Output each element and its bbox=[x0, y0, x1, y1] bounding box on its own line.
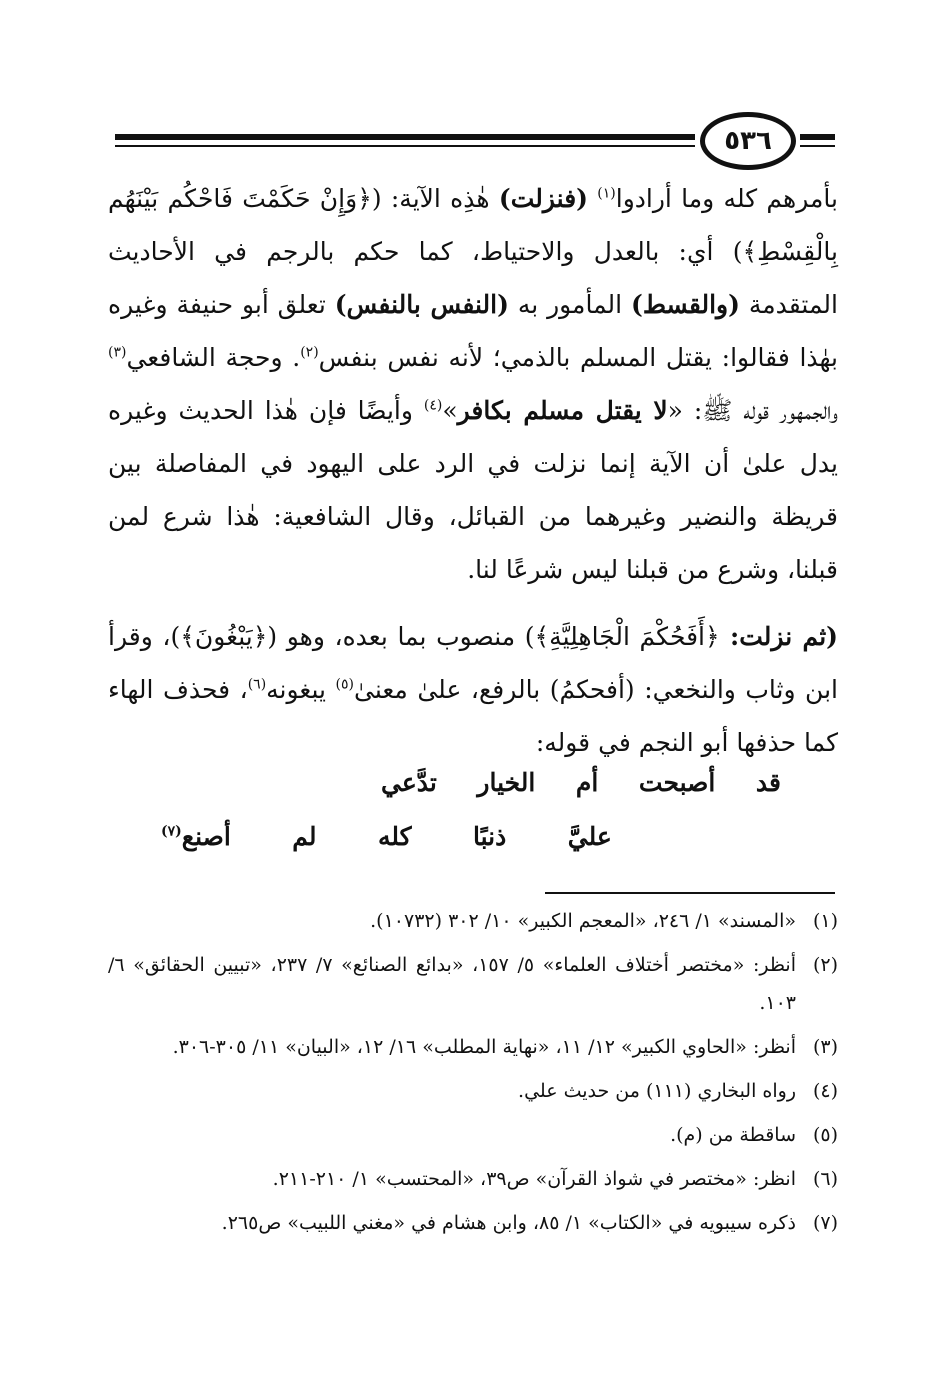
footnote-number: (٣) bbox=[812, 1036, 838, 1058]
footnote-number: (٢) bbox=[812, 954, 838, 976]
header-rule bbox=[115, 134, 695, 140]
text-segment: والجمهور قوله ﷺ: « bbox=[667, 396, 838, 425]
text-segment: تعلق أبو حنيفة وغيره بهٰذا فقالوا: يقتل المسلم بالذمي؛ لأنه نفس بنفس bbox=[108, 290, 838, 372]
bold-text: (فنزلت) bbox=[498, 184, 588, 213]
footnote-text: ساقطة من (م). bbox=[670, 1124, 796, 1146]
header-rule-right bbox=[800, 134, 835, 140]
bold-text: لا يقتل مسلم بكافر bbox=[457, 396, 668, 425]
footnote-text: أنظر: «الحاوي الكبير» ١٢/ ١١، «نهاية المطلب» ١٦/ ١٢، «البيان» ١١/ ٣٠٥-٣٠٦. bbox=[172, 1036, 796, 1058]
text-segment: » bbox=[442, 396, 458, 425]
footnote bbox=[108, 1072, 838, 1110]
footnote-number: (٤) bbox=[812, 1080, 838, 1102]
verse-line-1: قد أصبحت أم الخيار تدَّعي bbox=[381, 768, 781, 797]
footnote-marker: (٦) bbox=[247, 676, 267, 693]
footnote-text: «المسند» ١/ ٢٤٦، «المعجم الكبير» ١٠/ ٣٠٢ (١٠٧٣٢). bbox=[370, 910, 796, 932]
footnote-number: (١) bbox=[812, 910, 838, 932]
footnote-text: رواه البخاري (١١١) من حديث علي. bbox=[518, 1080, 796, 1102]
footnote-marker: (١) bbox=[597, 185, 616, 202]
header-rule-thin bbox=[115, 145, 695, 147]
text-segment: بأمرهم كله وما أرادوا bbox=[615, 184, 839, 213]
footnote-marker: (٧) bbox=[161, 823, 182, 840]
text-segment: ، فحذف الهاء كما حذفها أبو النجم في قوله: bbox=[108, 675, 838, 757]
footnote bbox=[108, 946, 838, 1022]
footnote bbox=[108, 1160, 838, 1198]
bold-text: (والقسط) bbox=[630, 290, 740, 319]
paragraph-1 bbox=[108, 172, 838, 596]
header-rule-right-thin bbox=[800, 145, 835, 147]
bold-text: (النفس بالنفس) bbox=[334, 290, 509, 319]
footnote-separator bbox=[545, 892, 835, 894]
verse-line-2 bbox=[161, 822, 781, 851]
text-segment: ﴿أَفَحُكْمَ الْجَاهِلِيَّةِ﴾) منصوب بما بعده، وهو (﴿يَبْغُونَ﴾)، وقرأ ابن وثاب والنخعي: (أفحكمُ) بالرفع، علىٰ معنىٰ bbox=[108, 622, 838, 704]
footnote-marker: (٢) bbox=[300, 344, 319, 361]
footnote bbox=[108, 902, 838, 940]
footnote-marker: (٥) bbox=[335, 676, 354, 693]
footnote bbox=[108, 1204, 838, 1242]
footnote bbox=[108, 1116, 838, 1154]
footnote bbox=[108, 1028, 838, 1066]
page-number: ٥٣٦ bbox=[700, 112, 796, 170]
text-segment: هٰذِه الآية: (﴿وَإِنْ حَكَمْتَ فَاحْكُم بَيْنَهُم بِالْقِسْطِ﴾) أي: بالعدل والاحتياط، كما حكم بالرجم في الأحاديث المتقدمة bbox=[108, 184, 838, 319]
footnote-text: ذكره سيبويه في «الكتاب» ١/ ٨٥، وابن هشام في «مغني اللبيب» ص٢٦٥. bbox=[221, 1212, 796, 1234]
main-text bbox=[108, 172, 838, 769]
footnote-text: انظر: «مختصر في شواذ القرآن» ص٣٩، «المحتسب» ١/ ٢١٠-٢١١. bbox=[272, 1168, 796, 1190]
footnote-number: (٧) bbox=[812, 1212, 838, 1234]
footnote-number: (٥) bbox=[812, 1124, 838, 1146]
paragraph-2 bbox=[108, 610, 838, 769]
text-segment bbox=[588, 184, 597, 213]
footnote-marker: (٤) bbox=[423, 397, 443, 414]
verse-line-2-text: عليَّ ذنبًا كله لم أصنع bbox=[181, 822, 612, 851]
text-segment: يبغونه bbox=[266, 675, 336, 704]
text-segment: وأيضًا فإن هٰذا الحديث وغيره يدل علىٰ أن الآية إنما نزلت في الرد على اليهود في المفاصلة بين قريظة والنضير وغيرهما من القبائل، وقال الشافعية: هٰذا شرع لمن قبلنا، وشرع من قبلنا ليس شرعًا لنا. bbox=[108, 396, 838, 584]
footnote-text: أنظر: «مختصر أختلاف العلماء» ٥/ ١٥٧، «بدائع الصنائع» ٧/ ٢٣٧، «تبيين الحقائق» ٦/ ١٠٣. bbox=[108, 954, 796, 1014]
footnotes bbox=[108, 902, 838, 1248]
bold-text: (ثم نزلت: bbox=[719, 622, 838, 651]
footnote-number: (٦) bbox=[812, 1168, 838, 1190]
footnote-marker: (٣) bbox=[108, 344, 127, 361]
text-segment: . وحجة الشافعي bbox=[126, 343, 301, 372]
text-segment: المأمور به bbox=[508, 290, 631, 319]
